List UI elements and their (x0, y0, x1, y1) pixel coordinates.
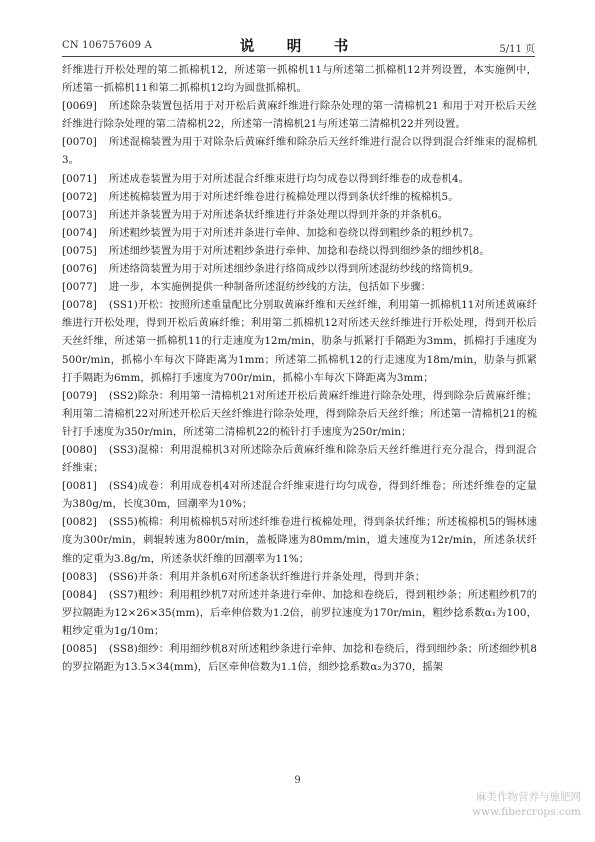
paragraph-text: (SS5)梳棉：利用梳棉机5对所述纤维卷进行梳棉处理，得到条状纤维；所述梳棉机5的锡林速度为300r/min，刺辊转速为800r/min，盖板降速为80mm/min，道夫速度为12r/min，所述条状纤维的定重为3.8g/m，所述条状纤维的回潮率为11%； (62, 516, 537, 565)
paragraph (62, 477, 537, 513)
paragraph-number: [0082] (62, 516, 97, 529)
page-number: 9 (294, 775, 301, 786)
paragraph-number: [0070] (62, 136, 97, 149)
paragraph (62, 568, 537, 586)
paragraph-text: 所述梳棉装置为用于对所述纤维卷进行梳棉处理以得到条状纤维的梳棉机5。 (108, 190, 459, 203)
paragraph (62, 586, 537, 640)
paragraph (62, 441, 537, 477)
paragraph-text: 所述混棉装置为用于对除杂后黄麻纤维和除杂后天丝纤维进行混合以得到混合纤维束的混棉机3。 (62, 136, 537, 167)
paragraph-text: (SS1)开松：按照所述重量配比分别取黄麻纤维和天丝纤维，利用第一抓棉机11对所述黄麻纤维进行开松处理，得到开松后黄麻纤维；利用第二抓棉机12对所述天丝纤维进行开松处理，得到开松后天丝纤维，所述第一抓棉机11的行走速度为12m/min，肋条与抓紧打手隔距为3mm，抓棉打手速度为500r/min，抓棉小车每次下降距离为1mm；所述第二抓棉机12的行走速度为18m/min，肋条与抓紧打手隔距为6mm，抓棉打手速度为700r/min，抓棉小车每次下降距离为3mm； (62, 299, 537, 384)
paragraph (62, 513, 537, 567)
paragraph-text: (SS4)成卷：利用成卷机4对所述混合纤维束进行均匀成卷，得到纤维卷；所述纤维卷的定量为380g/m，长度30m，回潮率为10%； (62, 480, 537, 511)
paragraph (62, 242, 537, 260)
paragraph-text: 所述粗纱装置为用于对所述并条进行牵伸、加捻和卷绕以得到粗纱条的粗纱机7。 (108, 226, 480, 239)
paragraph (62, 387, 537, 441)
paragraph-text: (SS7)粗纱：利用粗纱机7对所述并条进行牵伸、加捻和卷绕后，得到粗纱条；所述粗纱机7的罗拉隔距为12×26×35(mm)，后牵伸倍数为1.2倍，前罗拉速度为170r/min，粗纱捻系数α₁为100，粗纱定重为1g/10m； (62, 588, 537, 637)
paragraph-number: [0073] (62, 208, 97, 221)
paragraph-number: [0081] (62, 480, 97, 493)
paragraph-number: [0085] (62, 643, 97, 655)
paragraph (62, 640, 537, 676)
paragraph-text: 所述成卷装置为用于对所述混合纤维束进行均匀成卷以得到纤维卷的成卷机4。 (108, 172, 469, 185)
paragraph-number: [0078] (62, 299, 97, 312)
paragraph-text: 所述并条装置为用于对所述条状纤维进行并条处理以得到并条的并条机6。 (108, 208, 449, 221)
paragraph-number: [0083] (62, 570, 97, 583)
paragraph-text: 所述除杂装置包括用于对开松后黄麻纤维进行除杂处理的第一清棉机21 和用于对开松后天丝纤维进行除杂处理的第二清棉机22，所述第一清棉机21与所述第二清棉机22并列设置。 (62, 100, 537, 131)
paragraph-number: [0074] (62, 226, 97, 239)
paragraph (62, 188, 537, 206)
watermark-url: www.fibercrops.com (472, 806, 581, 818)
paragraph-text: 纤维进行开松处理的第二抓棉机12，所述第一抓棉机11与所述第二抓棉机12并列设置，本实施例中，所述第一抓棉机11和第二抓棉机12均为圆盘抓棉机。 (62, 64, 537, 95)
paragraph-number: [0072] (62, 190, 97, 203)
paragraph-text: (SS6)并条：利用并条机6对所述条状纤维进行并条处理，得到并条； (108, 570, 426, 583)
paragraph-number: [0075] (62, 244, 97, 257)
paragraph-number: [0079] (62, 389, 97, 402)
paragraph-number: [0077] (62, 281, 97, 294)
page-indicator: 5/11 页 (499, 44, 535, 55)
paragraph (62, 61, 537, 97)
paragraph (62, 170, 537, 188)
paragraph-text: (SS8)细纱：利用细纱机8对所述粗纱条进行牵伸、加捻和卷绕后，得到细纱条；所述细纱机8的罗拉隔距为13.5×34(mm)，后区牵伸倍数为1.1倍，细纱捻系数α₂为370，摇架 (62, 643, 537, 674)
paragraph-number: [0080] (62, 443, 97, 456)
paragraph (62, 97, 537, 133)
publication-number: CN 106757609 A (62, 40, 153, 51)
paragraph-text: (SS3)混棉：利用混棉机3对所述除杂后黄麻纤维和除杂后天丝纤维进行充分混合，得到混合纤维束； (62, 443, 537, 475)
paragraph-text: 所述络筒装置为用于对所述细纱条进行络筒成纱以得到所述混纺纱线的络筒机9。 (108, 263, 480, 276)
document-body (62, 61, 537, 676)
header-divider (62, 56, 535, 57)
paragraph (62, 133, 537, 169)
paragraph (62, 260, 537, 278)
paragraph-text: (SS2)除杂：利用第一清棉机21对所述开松后黄麻纤维进行除杂处理，得到除杂后黄麻纤维；利用第二清棉机22对所述开松后天丝纤维进行除杂处理，得到除杂后天丝纤维；所述第一清棉机21的梳针打手速度为350r/min，所述第二清棉机22的梳针打手速度为250r/min； (62, 389, 537, 438)
document-title: 说 明 书 (239, 38, 358, 55)
paragraph-number: [0069] (62, 100, 97, 113)
paragraph-number: [0084] (62, 588, 97, 601)
watermark-site-name: 麻类作物营养与施肥网 (476, 791, 581, 803)
paragraph (62, 206, 537, 224)
paragraph-number: [0071] (62, 172, 97, 185)
paragraph-text: 所述细纱装置为用于对所述粗纱条进行牵伸、加捻和卷绕以得到细纱条的细纱机8。 (108, 244, 490, 257)
paragraph (62, 296, 537, 386)
paragraph (62, 278, 537, 296)
paragraph-number: [0076] (62, 263, 97, 276)
watermark (461, 790, 581, 820)
paragraph (62, 224, 537, 242)
page-header (62, 32, 535, 55)
paragraph-text: 进一步，本实施例提供一种制备所述混纺纱线的方法，包括如下步骤： (108, 281, 432, 294)
